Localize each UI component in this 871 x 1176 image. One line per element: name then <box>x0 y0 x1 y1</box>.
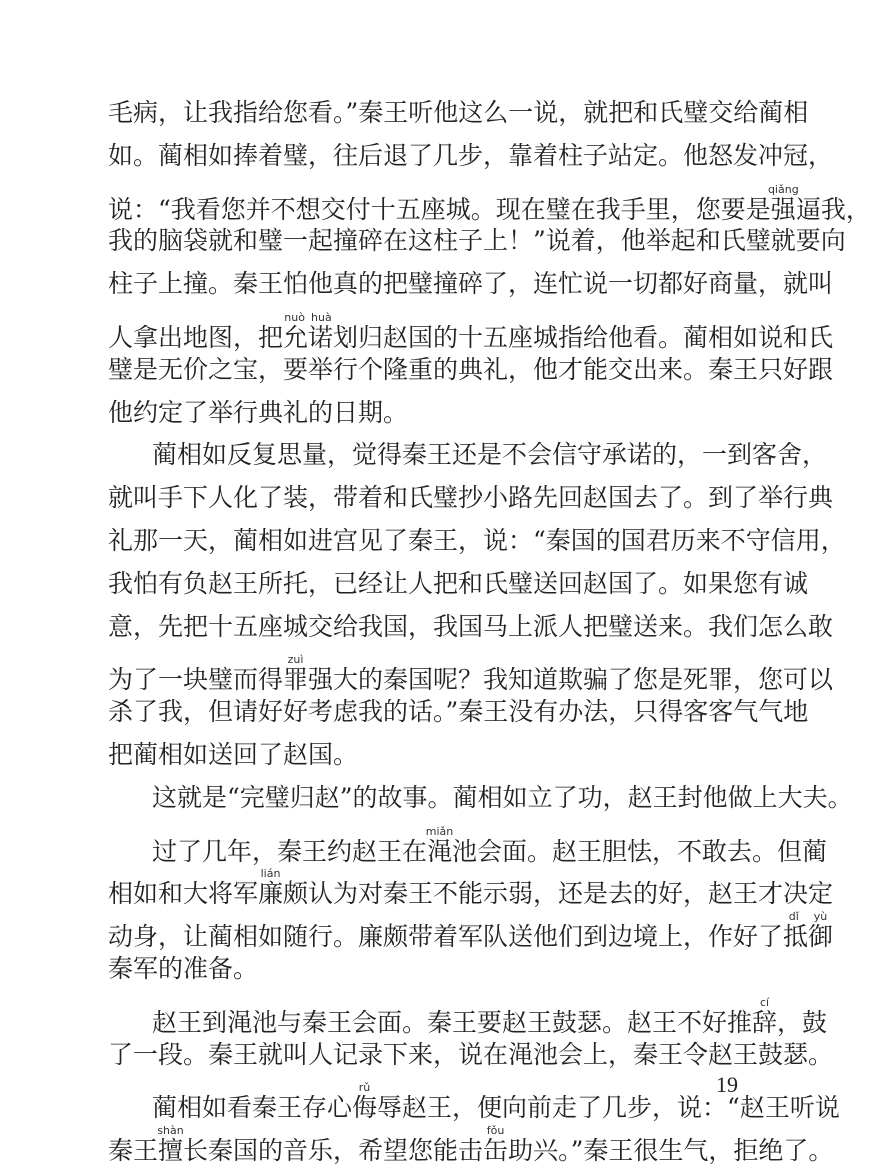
text-segment: 把蔺相如送回了赵国。 <box>108 740 359 769</box>
text-segment: 璧是无价之宝，要举行个隆重的典礼，他才能交出来。秦王只好跟 <box>108 354 834 384</box>
text-segment: 毛病，让我指给您看。”秦王听他这么一说，就把和氏璧交给蔺相 <box>108 98 809 127</box>
text-segment: 杀了我，但请好好考虑我的话。”秦王没有办法，只得客客气气地 <box>108 697 809 727</box>
text-line <box>108 98 809 128</box>
annotated-word <box>752 995 778 1037</box>
text-line <box>108 226 846 256</box>
text-segment: 辱赵王，便向前走了几步，说：“赵王听说 <box>377 1093 840 1123</box>
text-line <box>108 269 834 299</box>
text-line <box>152 782 853 813</box>
text-line <box>108 697 809 727</box>
pinyin-annotation: dǐ yù <box>783 910 834 924</box>
annotated-word-base: 强 <box>767 194 799 224</box>
text-segment: 如。蔺相如捧着璧，往后退了几步，靠着柱子站定。他怒发冲冠， <box>108 140 834 170</box>
annotated-word-base: 缶 <box>483 1136 509 1166</box>
text-line <box>108 526 846 556</box>
annotated-word <box>283 311 334 352</box>
annotated-word-base: 廉 <box>258 879 284 909</box>
text-line <box>108 740 748 770</box>
text-segment: 为了一块璧而得 <box>108 665 284 695</box>
pinyin-annotation: zuì <box>283 653 309 667</box>
text-segment: 相如和大将军 <box>108 879 259 909</box>
annotated-word <box>767 182 799 224</box>
text-segment: 划归赵国的十五座城指给他看。蔺相如说和氏 <box>333 323 834 352</box>
pinyin-annotation: shàn <box>157 1124 184 1138</box>
text-segment: 赵王到渑池与秦王会面。秦王要赵王鼓瑟。赵王不好推 <box>152 1007 753 1037</box>
text-segment: 逼我， <box>795 194 871 224</box>
text-segment: 助兴。”秦王很生气，拒绝了。 <box>508 1136 834 1166</box>
pinyin-annotation: nuò huà <box>283 311 334 324</box>
text-line <box>108 653 834 695</box>
text-line <box>152 995 828 1038</box>
text-line <box>108 1039 834 1070</box>
annotated-word <box>483 1124 509 1166</box>
text-segment: 意，先把十五座城交给我国，我国马上派人把璧送来。我们怎么敢 <box>108 611 834 641</box>
text-line <box>108 483 834 513</box>
text-line <box>108 910 834 952</box>
annotated-word-base: 允诺 <box>283 323 334 352</box>
text-segment: 池会面。赵王胆怯，不敢去。但蔺 <box>452 836 828 866</box>
text-line <box>108 611 834 642</box>
pinyin-annotation: qiǎng <box>767 182 799 196</box>
text-line <box>108 568 809 599</box>
text-line <box>108 1124 834 1166</box>
annotated-word-base: 抵御 <box>783 922 834 952</box>
text-line <box>108 398 748 428</box>
text-segment: 礼那一天，蔺相如进宫见了秦王，说：“秦国的国君历来不守信用， <box>108 526 846 555</box>
text-segment: 蔺相如看秦王存心 <box>152 1093 353 1123</box>
text-segment: 人拿出地图，把 <box>108 323 284 352</box>
text-line <box>108 867 834 909</box>
pinyin-annotation: lián <box>258 867 284 881</box>
text-line <box>108 954 748 984</box>
annotated-word-base: 渑 <box>425 836 454 866</box>
text-segment: 就叫手下人化了装，带着和氏璧抄小路先回赵国去了。到了举行典 <box>108 483 834 513</box>
text-line <box>108 140 834 171</box>
text-segment: 秦王 <box>108 1136 159 1166</box>
annotated-word <box>157 1124 184 1166</box>
text-line <box>152 1081 840 1123</box>
text-segment: 柱子上撞。秦王怕他真的把璧撞碎了，连忙说一切都好商量，就叫 <box>108 269 834 299</box>
pinyin-annotation: fǒu <box>483 1124 509 1138</box>
pinyin-annotation: rǔ <box>352 1081 378 1095</box>
text-segment: 这就是“完璧归赵”的故事。蔺相如立了功，赵王封他做上大夫。 <box>152 782 853 812</box>
annotated-word-base: 擅 <box>157 1136 184 1166</box>
annotated-word <box>283 653 309 695</box>
text-line <box>108 182 871 225</box>
page-number: 19 <box>716 1072 738 1097</box>
text-line <box>152 824 828 867</box>
text-segment: 我怕有负赵王所托，已经让人把和氏璧送回赵国了。如果您有诚 <box>108 568 809 598</box>
text-segment: 长秦国的音乐，希望您能击 <box>183 1136 484 1166</box>
pinyin-annotation: miǎn <box>425 824 454 838</box>
text-segment: ，鼓 <box>777 1007 828 1037</box>
annotated-word-base: 侮 <box>352 1093 378 1123</box>
text-segment: 秦军的准备。 <box>108 954 259 983</box>
text-segment: 说：“我看您并不想交付十五座城。现在璧在我手里，您要是 <box>108 194 771 224</box>
annotated-word <box>425 824 454 866</box>
text-segment: 我的脑袋就和璧一起撞碎在这柱子上！”说着，他举起和氏璧就要向 <box>108 226 846 256</box>
text-segment: 了一段。秦王就叫人记录下来，说在渑池会上，秦王令赵王鼓瑟。 <box>108 1039 834 1069</box>
annotated-word <box>783 910 834 952</box>
text-segment: 过了几年，秦王约赵王在 <box>152 836 428 866</box>
text-segment: 颇认为对秦王不能示弱，还是去的好，赵王才决定 <box>283 879 834 909</box>
text-line <box>108 354 834 385</box>
text-line <box>152 440 828 470</box>
annotated-word <box>258 867 284 909</box>
annotated-word-base: 罪 <box>283 665 309 695</box>
text-segment: 蔺相如反复思量，觉得秦王还是不会信守承诺的，一到客舍， <box>152 440 828 470</box>
pinyin-annotation: cí <box>752 995 778 1009</box>
annotated-word <box>352 1081 378 1123</box>
text-segment: 强大的秦国呢？我知道欺骗了您是死罪，您可以 <box>308 665 834 695</box>
text-segment: 动身，让蔺相如随行。廉颇带着军队送他们到边境上，作好了 <box>108 922 784 952</box>
text-line <box>108 311 834 353</box>
annotated-word-base: 辞 <box>752 1007 778 1037</box>
text-segment: 他约定了举行典礼的日期。 <box>108 397 409 427</box>
